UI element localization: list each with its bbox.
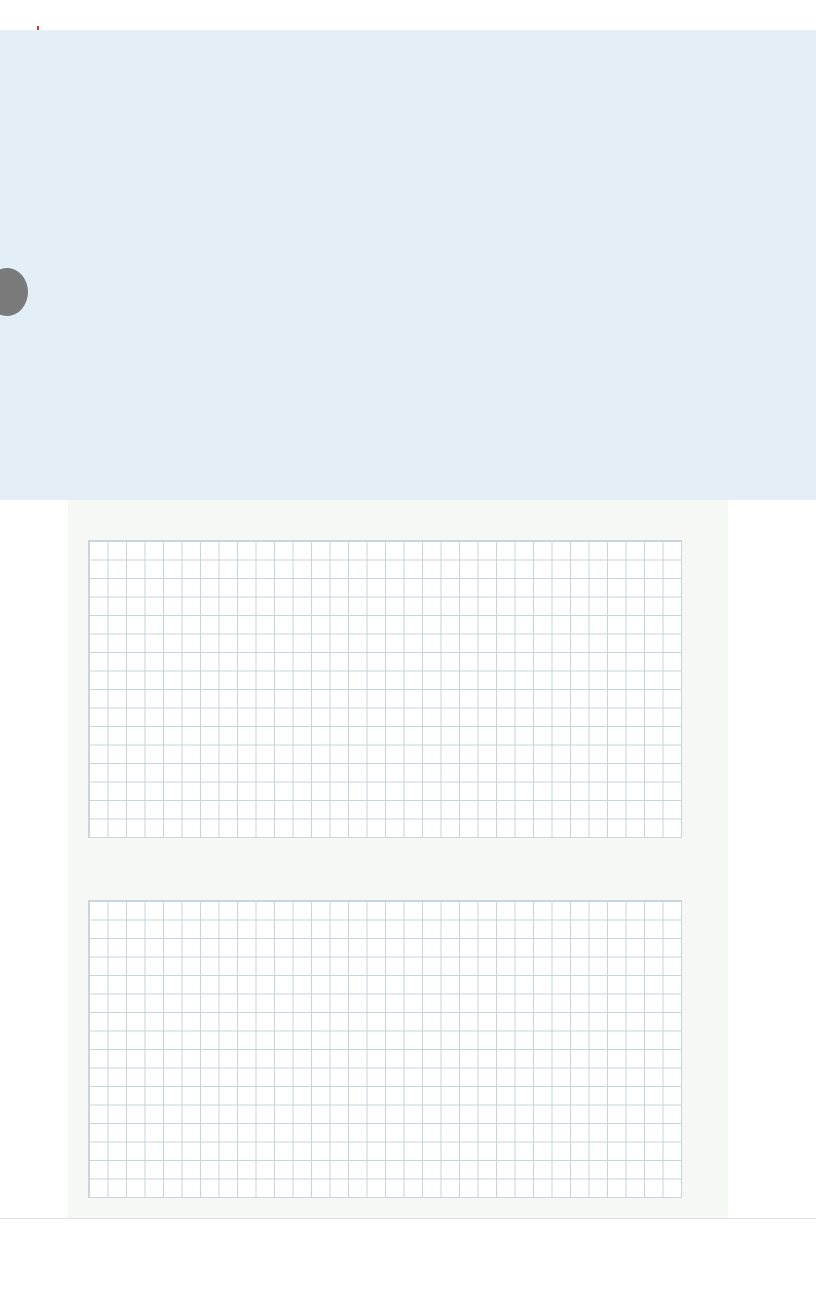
divider — [0, 1218, 816, 1219]
section-1-title — [88, 511, 105, 528]
task-126-panel — [0, 30, 816, 500]
section-2-grid — [88, 900, 682, 1198]
section-1-grid — [88, 540, 682, 838]
section-2-title — [88, 867, 105, 884]
